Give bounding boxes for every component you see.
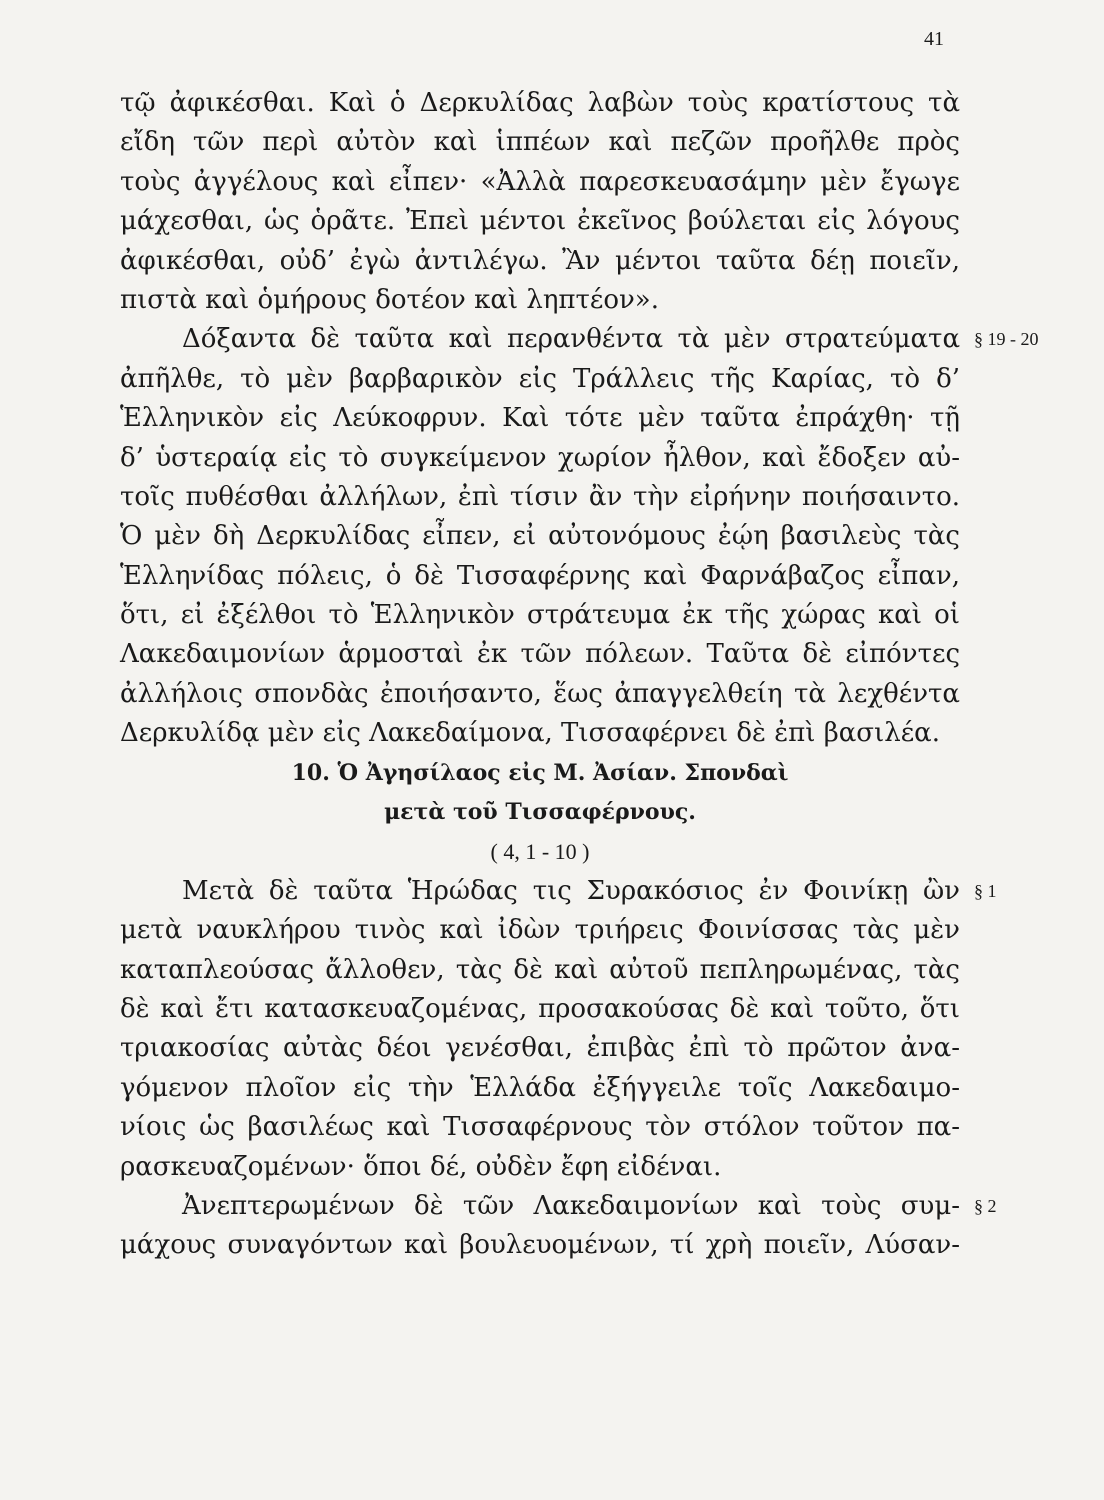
text-line-content: Ἀνεπτερωμένων δὲ τῶν Λακεδαιμονίων καὶ τοὺς συμ- <box>182 1190 960 1221</box>
text-line: δὲ καὶ ἔτι κατασκευαζομένας, προσακούσας δὲ καὶ τοῦτο, ὅτι <box>120 993 960 1024</box>
text-line: τοὺς ἀγγέλους καὶ εἶπεν· «Ἀλλὰ παρεσκευασάμην μὲν ἔγωγε <box>120 166 960 197</box>
paragraph-start-line <box>120 1187 997 1226</box>
text-line: εἴδη τῶν περὶ αὐτὸν καὶ ἱππέων καὶ πεζῶν προῆλθε πρὸς <box>120 127 960 158</box>
text-line: δ’ ὑστεραίᾳ εἰς τὸ συγκείμενον χωρίον ἦλθον, καὶ ἔδοξεν αὐ- <box>120 442 960 473</box>
text-line: τοῖς πυθέσθαι ἀλλήλων, ἐπὶ τίσιν ἂν τὴν εἰρήνην ποιήσαιντο. <box>120 481 960 512</box>
text-line: Ἑλληνικὸν εἰς Λεύκοφρυν. Καὶ τότε μὲν ταῦτα ἐπράχθη· τῇ <box>120 403 960 434</box>
text-line: Ὁ μὲν δὴ Δερκυλίδας εἶπεν, εἰ αὐτονόμους ἐῴη βασιλεὺς τὰς <box>120 521 960 552</box>
paragraph-start-line <box>120 872 997 911</box>
section-marker: § 2 <box>974 1195 997 1216</box>
body-text <box>120 84 1039 1266</box>
text-line-content: Μετὰ δὲ ταῦτα Ἡρώδας τις Συρακόσιος ἐν Φοινίκῃ ὢν <box>182 875 960 906</box>
text-line: μάχους συναγόντων καὶ βουλευομένων, τί χρὴ ποιεῖν, Λύσαν- <box>120 1230 960 1261</box>
text-line: Λακεδαιμονίων ἁρμοσταὶ ἐκ τῶν πόλεων. Ταῦτα δὲ εἰπόντες <box>120 639 960 670</box>
text-line: γόμενον πλοῖον εἰς τὴν Ἑλλάδα ἐξήγγειλε τοῖς Λακεδαιμο- <box>120 1072 960 1103</box>
text-line-content: Δόξαντα δὲ ταῦτα καὶ περανθέντα τὰ μὲν στρατεύματα <box>182 324 960 355</box>
paragraph-start-line <box>120 320 1039 359</box>
text-line: ἀφικέσθαι, οὐδ’ ἐγὼ ἀντιλέγω. Ἂν μέντοι ταῦτα δέῃ ποιεῖν, <box>120 245 960 276</box>
page-number: 41 <box>924 28 944 50</box>
text-line: τῷ ἀφικέσθαι. Καὶ ὁ Δερκυλίδας λαβὼν τοὺς κρατίστους τὰ <box>120 88 960 118</box>
chapter-heading-continuation: μετὰ τοῦ Τισσαφέρνους. <box>384 799 696 826</box>
text-line: τριακοσίας αὐτὰς δέοι γενέσθαι, ἐπιβὰς ἐπὶ τὸ πρῶτον ἀνα- <box>120 1033 960 1064</box>
text-line: Ἑλληνίδας πόλεις, ὁ δὲ Τισσαφέρνης καὶ Φαρνάβαζος εἶπαν, <box>120 560 960 591</box>
text-line: ἀλλήλοις σπονδὰς ἐποιήσαντο, ἕως ἀπαγγελθείη τὰ λεχθέντα <box>120 678 960 709</box>
chapter-reference: ( 4, 1 - 10 ) <box>490 839 590 865</box>
text-line: καταπλεούσας ἄλλοθεν, τὰς δὲ καὶ αὐτοῦ πεπληρωμένας, τὰς <box>120 954 960 985</box>
chapter-heading: 10. Ὁ Ἀγησίλαος εἰς Μ. Ἀσίαν. Σπονδαὶ <box>291 759 789 786</box>
text-line: νίοις ὡς βασιλέως καὶ Τισσαφέρνους τὸν στόλον τοῦτον πα- <box>120 1112 960 1143</box>
section-marker: § 1 <box>974 880 997 901</box>
text-line: μάχεσθαι, ὡς ὁρᾶτε. Ἐπεὶ μέντοι ἐκεῖνος βούλεται εἰς λόγους <box>120 206 960 237</box>
text-line: ὅτι, εἰ ἐξέλθοι τὸ Ἑλληνικὸν στράτευμα ἐκ τῆς χώρας καὶ οἱ <box>120 600 960 631</box>
text-line: μετὰ ναυκλήρου τινὸς καὶ ἰδὼν τριήρεις Φοινίσσας τὰς μὲν <box>120 915 960 946</box>
text-line: ἀπῆλθε, τὸ μὲν βαρβαρικὸν εἰς Τράλλεις τῆς Καρίας, τὸ δ’ <box>120 363 960 394</box>
section-marker: § 19 - 20 <box>974 329 1039 350</box>
text-line: ρασκευαζομένων· ὅποι δέ, οὐδὲν ἔφη εἰδέναι. <box>120 1151 722 1182</box>
text-line: πιστὰ καὶ ὁμήρους δοτέον καὶ ληπτέον». <box>120 284 659 315</box>
text-line: Δερκυλίδᾳ μὲν εἰς Λακεδαίμονα, Τισσαφέρνει δὲ ἐπὶ βασιλέα. <box>120 718 941 749</box>
